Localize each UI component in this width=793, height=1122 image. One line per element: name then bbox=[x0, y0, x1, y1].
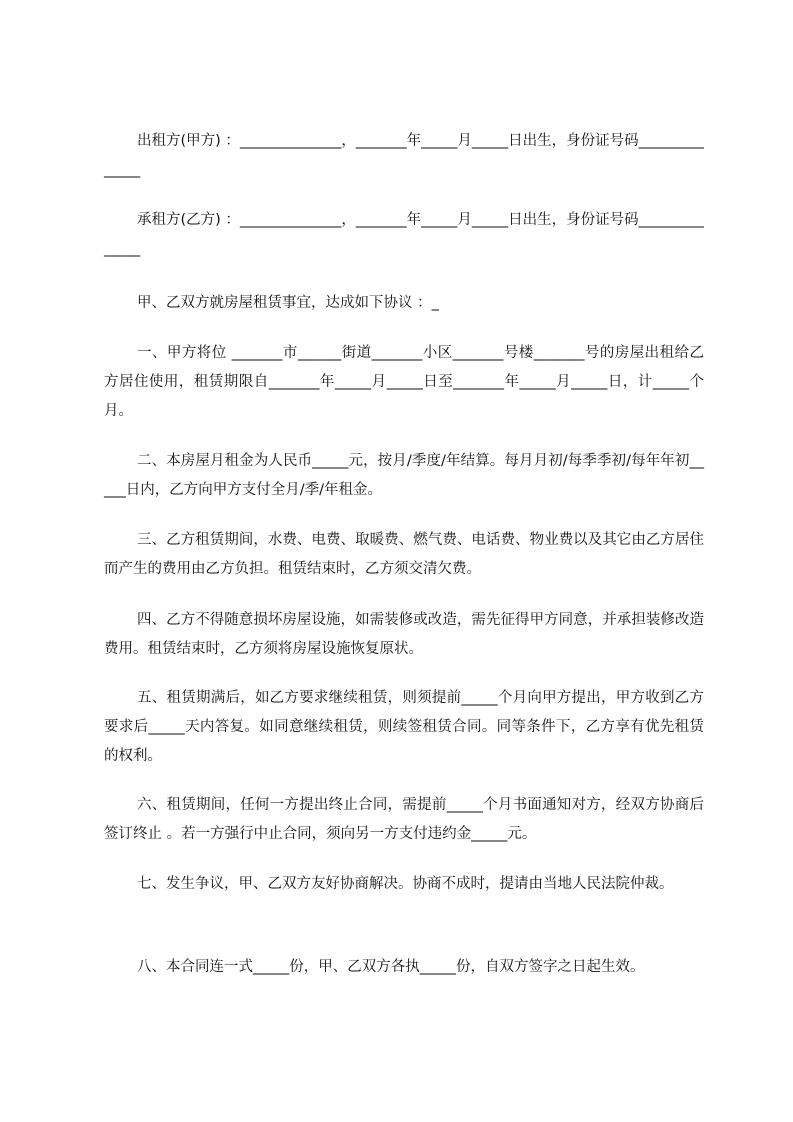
clause-6: 六、租赁期间，任何一方提出终止合同，需提前_____个月书面通知对方，经双方协商后签订终止 。若一方强行中止合同，须向另一方支付违约金_____元。 bbox=[104, 797, 704, 842]
clause-4: 四、乙方不得随意损坏房屋设施，如需装修或改造，需先征得甲方同意，并承担装修改造费用。租赁结束时，乙方须将房屋设施恢复原状。 bbox=[104, 612, 704, 657]
clause-7: 七、发生争议，甲、乙双方友好协商解决。协商不成时，提请由当地人民法院仲裁。 bbox=[137, 876, 674, 892]
lessee-line: 承租方(乙方) ：______________，_______年_____月_____日出生，身份证号码______________ bbox=[104, 212, 704, 257]
agreement-intro: 甲、乙双方就房屋租赁事宜，达成如下协议 ：_ bbox=[137, 295, 439, 311]
clause-8: 八、本合同连一式_____份，甲、乙双方各执_____份，自双方签字之日起生效。 bbox=[137, 959, 645, 975]
lessor-line: 出租方(甲方) ：______________，_______年_____月_____日出生，身份证号码______________ bbox=[104, 133, 704, 178]
clause-3: 三、乙方租赁期间，水费、电费、取暖费、燃气费、电话费、物业费以及其它由乙方居住而产生的费用由乙方负担。租赁结束时，乙方须交清欠费。 bbox=[104, 532, 704, 577]
clause-2: 二、本房屋月租金为人民币_____元，按月/季度/年结算。每月月初/每季季初/每年年初_____日内，乙方向甲方支付全月/季/年租金。 bbox=[104, 453, 704, 498]
clause-1: 一、甲方将位 _______市______街道_______小区_______号楼_______号的房屋出租给乙方居住使用，租赁期限自_______年_____月_____日至_______年_____月_____日，计_____个月。 bbox=[104, 345, 704, 419]
clause-5: 五、租赁期满后，如乙方要求继续租赁，则须提前_____个月向甲方提出，甲方收到乙方要求后_____天内答复。如同意继续租赁，则续签租赁合同。同等条件下，乙方享有优先租赁的权利。 bbox=[104, 690, 704, 764]
